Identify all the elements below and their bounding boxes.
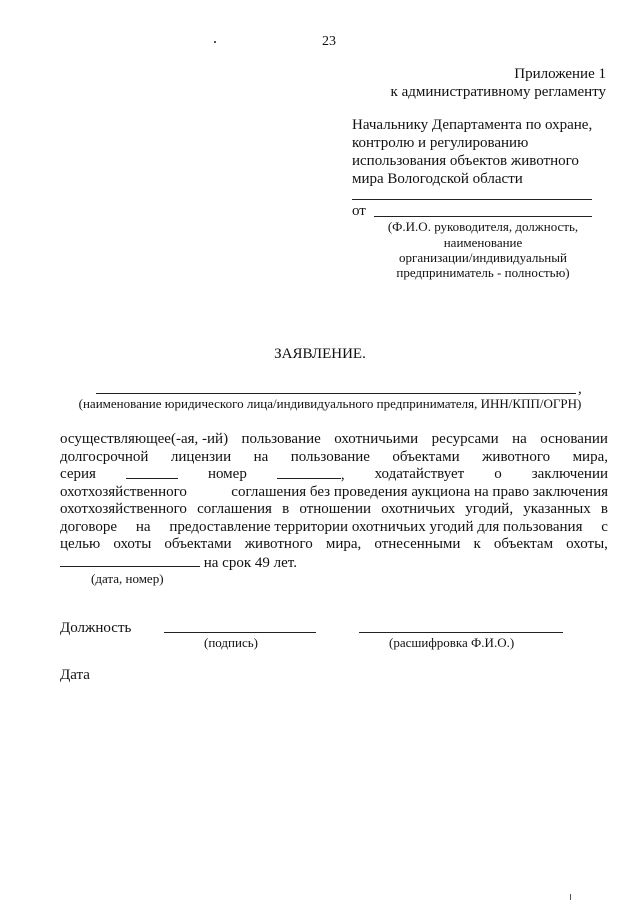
body-line-8: на срок 49 лет. — [60, 554, 608, 572]
name-decode-line — [359, 632, 563, 633]
addressee-name-line — [352, 199, 592, 200]
applicant-name-line — [96, 393, 576, 394]
from-line — [374, 216, 592, 217]
body-line-6: договоре на предоставление территории охотничьих угодий для пользования с — [60, 518, 608, 535]
applicant-comma: , — [578, 381, 582, 397]
signature-hint: (подпись) — [204, 635, 258, 650]
position-label: Должность — [60, 620, 132, 636]
signature-line — [164, 632, 316, 633]
document-title: ЗАЯВЛЕНИЕ. — [274, 346, 366, 362]
body-line-4: охотхозяйственного соглашения без проведения аукциона на право заключения — [60, 483, 608, 500]
agreement-date-blank — [60, 554, 200, 567]
body-line-7: целью охоты объектами животного мира, отнесенными к объектам охоты, — [60, 536, 608, 552]
scan-speck — [214, 41, 216, 43]
body-line-1: осуществляющее(-ая, -ий) пользование охотничьими ресурсами на основании — [60, 431, 608, 447]
appendix-line-2: к административному регламенту — [390, 84, 606, 100]
addressee-line-4: мира Вологодской области — [352, 171, 523, 187]
date-label: Дата — [60, 667, 90, 683]
addressee-line-3: использования объектов животного — [352, 153, 579, 169]
body-line-5: охотхозяйственного соглашения в отношении охотничьих угодий, указанных в — [60, 501, 608, 517]
license-series-blank — [126, 466, 178, 479]
date-number-hint: (дата, номер) — [91, 571, 164, 586]
from-hint-line-4: предприниматель - полностью) — [396, 265, 570, 280]
body-paragraph — [60, 431, 608, 571]
body-line-2: долгосрочной лицензии на пользование объектами животного мира, — [60, 448, 608, 465]
addressee-line-1: Начальнику Департамента по охране, — [352, 117, 593, 133]
body-line-3: серия номер , ходатайствует о заключении — [60, 466, 608, 483]
license-number-blank — [277, 466, 341, 479]
from-hint-line-1: (Ф.И.О. руководителя, должность, — [387, 219, 579, 234]
applicant-hint: (наименование юридического лица/индивидуального предпринимателя, ИНН/КПП/ОГРН) — [78, 396, 582, 411]
page-number: 23 — [322, 34, 336, 49]
scan-mark — [570, 894, 571, 900]
from-hint-line-2: наименование — [443, 235, 523, 250]
from-label: от — [352, 203, 366, 219]
name-decode-hint: (расшифровка Ф.И.О.) — [389, 635, 515, 650]
addressee-line-2: контролю и регулированию — [352, 135, 529, 151]
appendix-line-1: Приложение 1 — [514, 66, 606, 82]
from-hint-line-3: организации/индивидуальный — [399, 250, 567, 265]
